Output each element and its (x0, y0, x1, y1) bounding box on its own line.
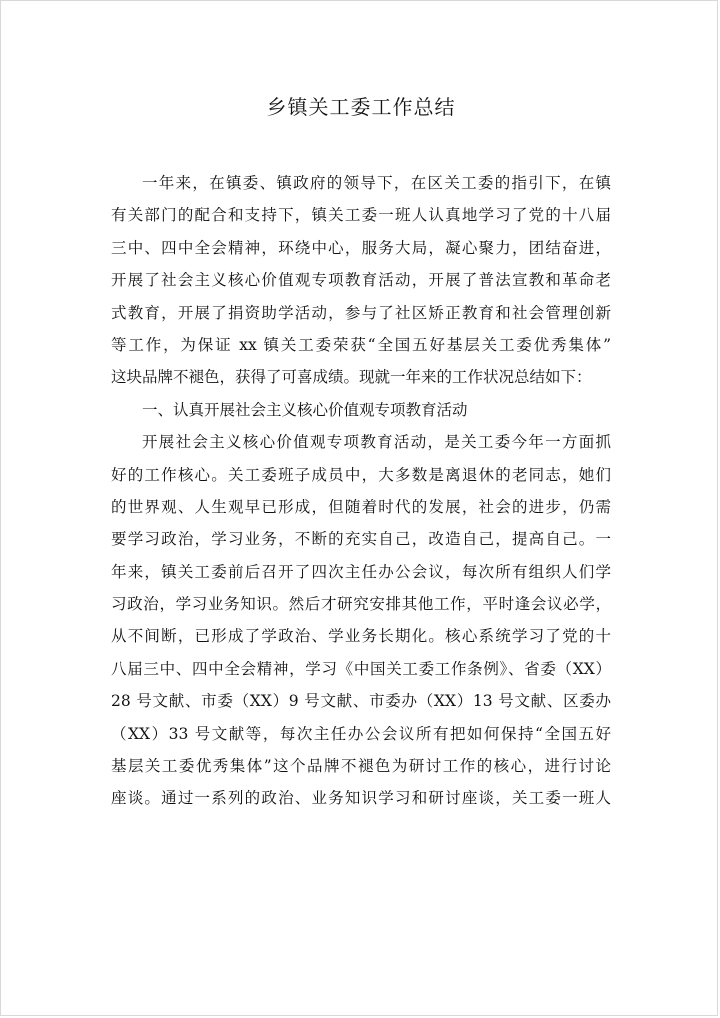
text-line: 座谈。通过一系列的政治、业务知识学习和研讨座谈，关工委一班人 (111, 789, 611, 808)
text-line: 开展社会主义核心价值观专项教育活动，是关工委今年一方面抓 (142, 433, 611, 452)
text-line: 一年来，在镇委、镇政府的领导下，在区关工委的指引下，在镇 (142, 174, 611, 192)
text-line: 这块品牌不褪色，获得了可喜成绩。现就一年来的工作状况总结如下： (111, 368, 592, 387)
text-line: 八届三中、四中全会精神，学习《中国关工委工作条例》、省委（XX） (111, 659, 611, 678)
text-line: （XX）33 号文献等，每次主任办公会议所有把如何保持“全国五好 (111, 724, 611, 743)
text-line: 开展了社会主义核心价值观专项教育活动，开展了普法宣教和革命老 (111, 271, 611, 290)
text-line: 28 号文献、市委（XX）9 号文献、市委办（XX）13 号文献、区委办 (111, 692, 611, 711)
text-line: 的世界观、人生观早已形成，但随着时代的发展，社会的进步，仍需 (111, 497, 611, 516)
text-line: 等工作，为保证 xx 镇关工委荣获“全国五好基层关工委优秀集体” (111, 335, 611, 354)
text-line: 好的工作核心。关工委班子成员中，大多数是离退休的老同志，她们 (111, 465, 611, 484)
text-line: 有关部门的配合和支持下，镇关工委一班人认真地学习了党的十八届 (111, 206, 611, 225)
text-line: 要学习政治，学习业务，不断的充实自己，改造自己，提高自己。一 (111, 530, 611, 549)
text-line: 基层关工委优秀集体”这个品牌不褪色为研讨工作的核心，进行讨论 (111, 757, 611, 776)
document-title: 乡镇关工委工作总结 (266, 95, 456, 119)
text-line: 从不间断，已形成了学政治、学业务长期化。核心系统学习了党的十 (111, 627, 611, 646)
document-body (111, 167, 611, 815)
text-line: 三中、四中全会精神，环绕中心，服务大局，凝心聚力，团结奋进， (111, 238, 611, 257)
text-line: 一、认真开展社会主义核心价值观专项教育活动 (142, 400, 468, 419)
text-line: 式教育，开展了捐资助学活动，参与了社区矫正教育和社会管理创新 (111, 303, 611, 322)
text-line: 年来，镇关工委前后召开了四次主任办公会议，每次所有组织人们学 (111, 562, 611, 581)
text-line: 习政治，学习业务知识。然后才研究安排其他工作，平时逢会议必学， (111, 595, 611, 614)
